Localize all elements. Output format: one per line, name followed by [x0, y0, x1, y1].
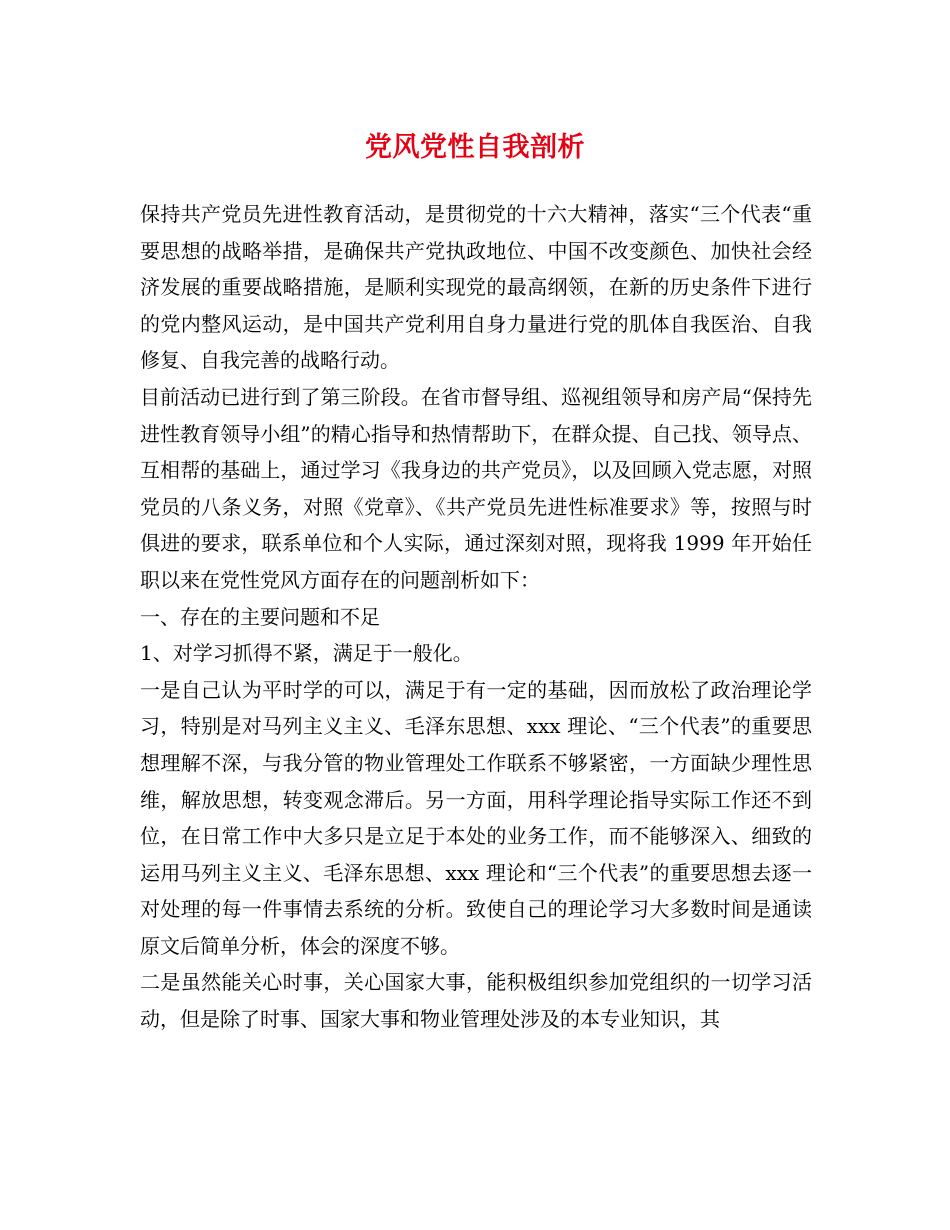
- subheading-study: 1、对学习抓得不紧，满足于一般化。: [140, 641, 473, 666]
- paragraph-point-one: 一是自己认为平时学的可以，满足于有一定的基础，因而放松了政治理论学习，特别是对马列主义主义、毛泽东思想、xxx 理论、“三个代表”的重要思想理解不深，与我分管的物业管理处工作联系不够紧密，一方面缺少理性思维，解放思想，转变观念滞后。另一方面，用科学理论指导实际工作还不到位，在日常工作中大多只是立足于本处的业务工作，而不能够深入、细致的运用马列主义主义、毛泽东思想、xxx 理论和“三个代表”的重要思想去逐一对处理的每一件事情去系统的分析。致使自己的理论学习大多数时间是通读原文后简单分析，体会的深度不够。: [140, 677, 812, 958]
- paragraph-intro: 保持共产党员先进性教育活动，是贯彻党的十六大精神，落实“三个代表“重要思想的战略举措，是确保共产党执政地位、中国不改变颜色、加快社会经济发展的重要战略措施，是顺利实现党的最高纲领，在新的历史条件下进行的党内整风运动，是中国共产党利用自身力量进行党的肌体自我医治、自我修复、自我完善的战略行动。: [140, 202, 812, 373]
- document-body: [140, 196, 812, 1038]
- document-title: 党风党性自我剖析: [365, 132, 585, 163]
- paragraph-point-two: 二是虽然能关心时事，关心国家大事，能积极组织参加党组织的一切学习活动，但是除了时事、国家大事和物业管理处涉及的本专业知识，其: [140, 970, 812, 1032]
- section-heading-problems: 一、存在的主要问题和不足: [140, 604, 380, 629]
- paragraph-current-stage: 目前活动已进行到了第三阶段。在省市督导组、巡视组领导和房产局“保持先进性教育领导小组”的精心指导和热情帮助下，在群众提、自己找、领导点、互相帮的基础上，通过学习《我身边的共产党员》，以及回顾入党志愿，对照党员的八条义务，对照《党章》、《共产党员先进性标准要求》等，按照与时俱进的要求，联系单位和个人实际，通过深刻对照，现将我 1999 年开始任职以来在党性党风方面存在的问题剖析如下：: [140, 384, 812, 592]
